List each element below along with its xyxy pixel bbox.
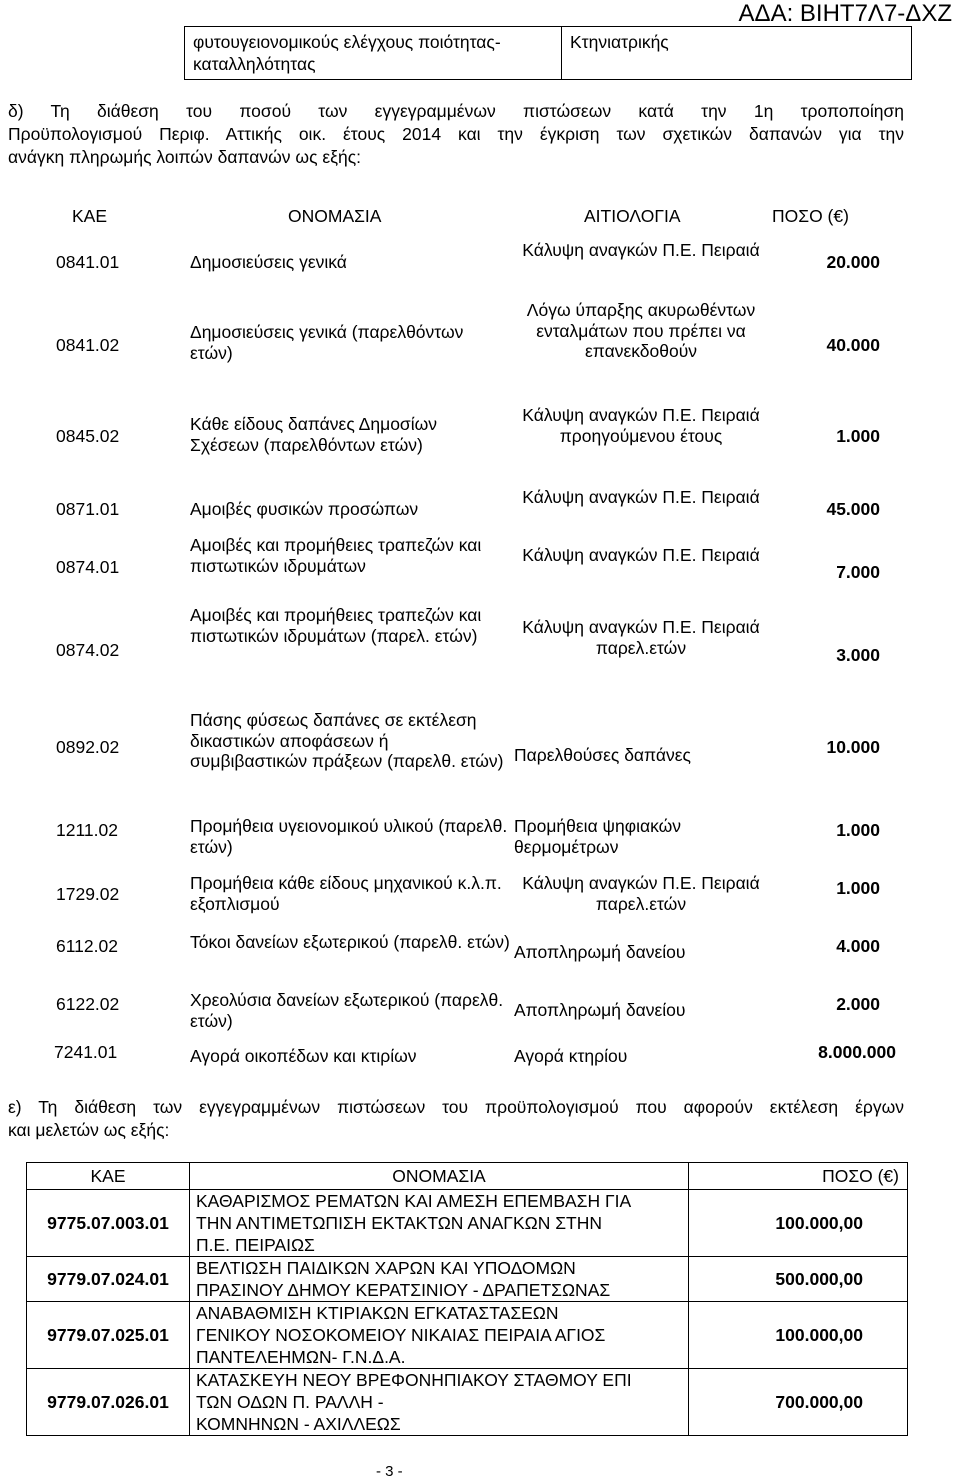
expense-kae: 6122.02 bbox=[56, 994, 120, 1014]
works-amount: 100.000,00 bbox=[689, 1190, 908, 1257]
prev-cell-1: φυτουγειονομικούς ελέγχους ποιότητας-καταλληλότητας bbox=[185, 27, 562, 80]
works-header-amount: ΠΟΣΟ (€) bbox=[689, 1163, 908, 1190]
works-name-line: ΤΗΝ ΑΝΤΙΜΕΤΩΠΙΣΗ ΕΚΤΑΚΤΩΝ ΑΝΑΓΚΩΝ ΣΤΗΝ bbox=[196, 1213, 602, 1233]
works-header-name: ΟΝΟΜΑΣΙΑ bbox=[190, 1163, 689, 1190]
expense-reason: Κάλυψη αναγκών Π.Ε. Πειραιά παρελ.ετών bbox=[522, 617, 760, 658]
works-name bbox=[190, 1369, 689, 1436]
expense-name: Πάσης φύσεως δαπάνες σε εκτέλεση δικαστικών αποφάσεων ή συμβιβαστικών πράξεων (παρελθ. ετών) bbox=[190, 710, 504, 771]
works-header-kae: ΚΑΕ bbox=[27, 1163, 190, 1190]
expense-kae: 7241.01 bbox=[54, 1042, 118, 1062]
expense-reason: Αποπληρωμή δανείου bbox=[514, 942, 686, 962]
expense-kae: 1729.02 bbox=[56, 884, 120, 904]
works-row bbox=[27, 1302, 908, 1369]
header-amount: ΠΟΣΟ (€) bbox=[772, 206, 849, 226]
expense-amount: 3.000 bbox=[836, 645, 880, 665]
works-name-line: ΒΕΛΤΙΩΣΗ ΠΑΙΔΙΚΩΝ ΧΑΡΩΝ ΚΑΙ ΥΠΟΔΟΜΩΝ bbox=[196, 1258, 576, 1278]
expense-name: Δημοσιεύσεις γενικά bbox=[190, 252, 347, 272]
expense-reason: Κάλυψη αναγκών Π.Ε. Πειραιά bbox=[522, 487, 760, 507]
works-name-line: ΠΡΑΣΙΝΟΥ ΔΗΜΟΥ ΚΕΡΑΤΣΙΝΙΟΥ - ΔΡΑΠΕΤΣΩΝΑΣ bbox=[196, 1280, 611, 1300]
expense-reason: Κάλυψη αναγκών Π.Ε. Πειραιά bbox=[522, 545, 760, 565]
expense-kae: 0874.02 bbox=[56, 640, 120, 660]
expense-amount: 20.000 bbox=[826, 252, 880, 272]
expense-kae: 6112.02 bbox=[56, 936, 118, 956]
header-reason: ΑΙΤΙΟΛΟΓΙΑ bbox=[584, 206, 681, 226]
expense-name: Χρεολύσια δανείων εξωτερικού (παρελθ. ετών) bbox=[190, 990, 504, 1031]
expense-name: Αγορά οικοπέδων και κτιρίων bbox=[190, 1046, 417, 1066]
expense-amount: 7.000 bbox=[836, 562, 880, 582]
works-amount: 100.000,00 bbox=[689, 1302, 908, 1369]
previous-table-fragment bbox=[184, 26, 912, 80]
expense-amount: 1.000 bbox=[836, 820, 880, 840]
expense-name: Κάθε είδους δαπάνες Δημοσίων Σχέσεων (παρελθόντων ετών) bbox=[190, 414, 438, 455]
expense-reason: Αγορά κτηρίου bbox=[514, 1046, 628, 1066]
works-amount: 500.000,00 bbox=[689, 1257, 908, 1302]
works-kae: 9779.07.024.01 bbox=[27, 1257, 190, 1302]
section-d-line-1: δ) Τη διάθεση του ποσού των εγγεγραμμένων πιστώσεων κατά την 1η τροποποίηση bbox=[8, 101, 904, 121]
works-name-line: ΚΑΤΑΣΚΕΥΗ ΝΕΟΥ ΒΡΕΦΟΝΗΠΙΑΚΟΥ ΣΤΑΘΜΟΥ ΕΠΙ bbox=[196, 1370, 632, 1390]
expense-amount: 8.000.000 bbox=[818, 1042, 896, 1062]
expense-kae: 0841.01 bbox=[56, 252, 120, 272]
expense-amount: 4.000 bbox=[836, 936, 880, 956]
expense-reason: Κάλυψη αναγκών Π.Ε. Πειραιά προηγούμενου έτους bbox=[522, 405, 760, 446]
works-name bbox=[190, 1257, 689, 1302]
expense-kae: 0845.02 bbox=[56, 426, 120, 446]
expense-name: Αμοιβές και προμήθειες τραπεζών και πιστωτικών ιδρυμάτων (παρελ. ετών) bbox=[190, 605, 482, 646]
expense-name: Τόκοι δανείων εξωτερικού (παρελθ. ετών) bbox=[190, 932, 510, 952]
works-name bbox=[190, 1302, 689, 1369]
works-name-line: Π.Ε. ΠΕΙΡΑΙΩΣ bbox=[196, 1235, 315, 1255]
works-row bbox=[27, 1369, 908, 1436]
prev-cell-2: Κτηνιατρικής bbox=[562, 27, 912, 80]
ada-code: ΑΔΑ: ΒΙΗΤ7Λ7-ΔΧΖ bbox=[738, 0, 952, 27]
expense-reason: Κάλυψη αναγκών Π.Ε. Πειραιά παρελ.ετών bbox=[522, 873, 760, 914]
header-kae: ΚΑΕ bbox=[72, 206, 108, 226]
expense-kae: 1211.02 bbox=[56, 820, 118, 840]
expense-name: Δημοσιεύσεις γενικά (παρελθόντων ετών) bbox=[190, 322, 464, 363]
expense-amount: 45.000 bbox=[826, 499, 880, 519]
works-kae: 9775.07.003.01 bbox=[27, 1190, 190, 1257]
header-name: ΟΝΟΜΑΣΙΑ bbox=[288, 206, 382, 226]
expense-name: Αμοιβές και προμήθειες τραπεζών και πιστωτικών ιδρυμάτων bbox=[190, 535, 482, 576]
expense-reason: Κάλυψη αναγκών Π.Ε. Πειραιά bbox=[522, 240, 760, 260]
expense-amount: 1.000 bbox=[836, 878, 880, 898]
works-kae: 9779.07.025.01 bbox=[27, 1302, 190, 1369]
section-e-line-1: ε) Τη διάθεση των εγγεγραμμένων πιστώσεων του προϋπολογισμού που αφορούν εκτέλεση έργων bbox=[8, 1097, 904, 1117]
expense-reason: Αποπληρωμή δανείου bbox=[514, 1000, 686, 1020]
works-table bbox=[26, 1162, 908, 1436]
expense-name: Προμήθεια υγειονομικού υλικού (παρελθ. ετών) bbox=[190, 816, 508, 857]
expense-reason: Λόγω ύπαρξης ακυρωθέντων ενταλμάτων που πρέπει να επανεκδοθούν bbox=[526, 300, 756, 361]
expense-kae: 0874.01 bbox=[56, 557, 120, 577]
works-name-line: ΠΑΝΤΕΛΕΗΜΩΝ- Γ.Ν.Δ.Α. bbox=[196, 1347, 406, 1367]
works-name-line: ΚΟΜΝΗΝΩΝ - ΑΧΙΛΛΕΩΣ bbox=[196, 1414, 401, 1434]
expense-name: Προμήθεια κάθε είδους μηχανικού κ.λ.π. εξοπλισμού bbox=[190, 873, 502, 914]
expense-amount: 2.000 bbox=[836, 994, 880, 1014]
section-d-line-3: ανάγκη πληρωμής λοιπών δαπανών ως εξής: bbox=[8, 147, 362, 167]
works-name-line: ΚΑΘΑΡΙΣΜΟΣ ΡΕΜΑΤΩΝ ΚΑΙ ΑΜΕΣΗ ΕΠΕΜΒΑΣΗ ΓΙΑ bbox=[196, 1191, 632, 1211]
expense-kae: 0841.02 bbox=[56, 335, 120, 355]
expense-name: Αμοιβές φυσικών προσώπων bbox=[190, 499, 419, 519]
section-e-line-2: και μελετών ως εξής: bbox=[8, 1120, 170, 1140]
works-name-line: ΓΕΝΙΚΟΥ ΝΟΣΟΚΟΜΕΙΟΥ ΝΙΚΑΙΑΣ ΠΕΙΡΑΙΑ ΑΓΙΟΣ bbox=[196, 1325, 606, 1345]
works-table-header bbox=[27, 1163, 908, 1190]
expense-amount: 1.000 bbox=[836, 426, 880, 446]
works-row bbox=[27, 1190, 908, 1257]
works-name-line: ΤΩΝ ΟΔΩΝ Π. ΡΑΛΛΗ - bbox=[196, 1392, 384, 1412]
expense-kae: 0871.01 bbox=[56, 499, 120, 519]
expense-reason: Προμήθεια ψηφιακών θερμομέτρων bbox=[514, 816, 682, 857]
expense-amount: 10.000 bbox=[826, 737, 880, 757]
expense-kae: 0892.02 bbox=[56, 737, 120, 757]
page-number: - 3 - bbox=[376, 1463, 403, 1480]
works-name bbox=[190, 1190, 689, 1257]
works-row bbox=[27, 1257, 908, 1302]
expense-reason: Παρελθούσες δαπάνες bbox=[514, 745, 691, 765]
expense-amount: 40.000 bbox=[826, 335, 880, 355]
section-d-line-2: Προϋπολογισμού Περιφ. Αττικής οικ. έτους 2014 και την έγκριση των σχετικών δαπανών για την bbox=[8, 124, 904, 144]
works-amount: 700.000,00 bbox=[689, 1369, 908, 1436]
works-name-line: ΑΝΑΒΑΘΜΙΣΗ ΚΤΙΡΙΑΚΩΝ ΕΓΚΑΤΑΣΤΑΣΕΩΝ bbox=[196, 1303, 559, 1323]
works-kae: 9779.07.026.01 bbox=[27, 1369, 190, 1436]
